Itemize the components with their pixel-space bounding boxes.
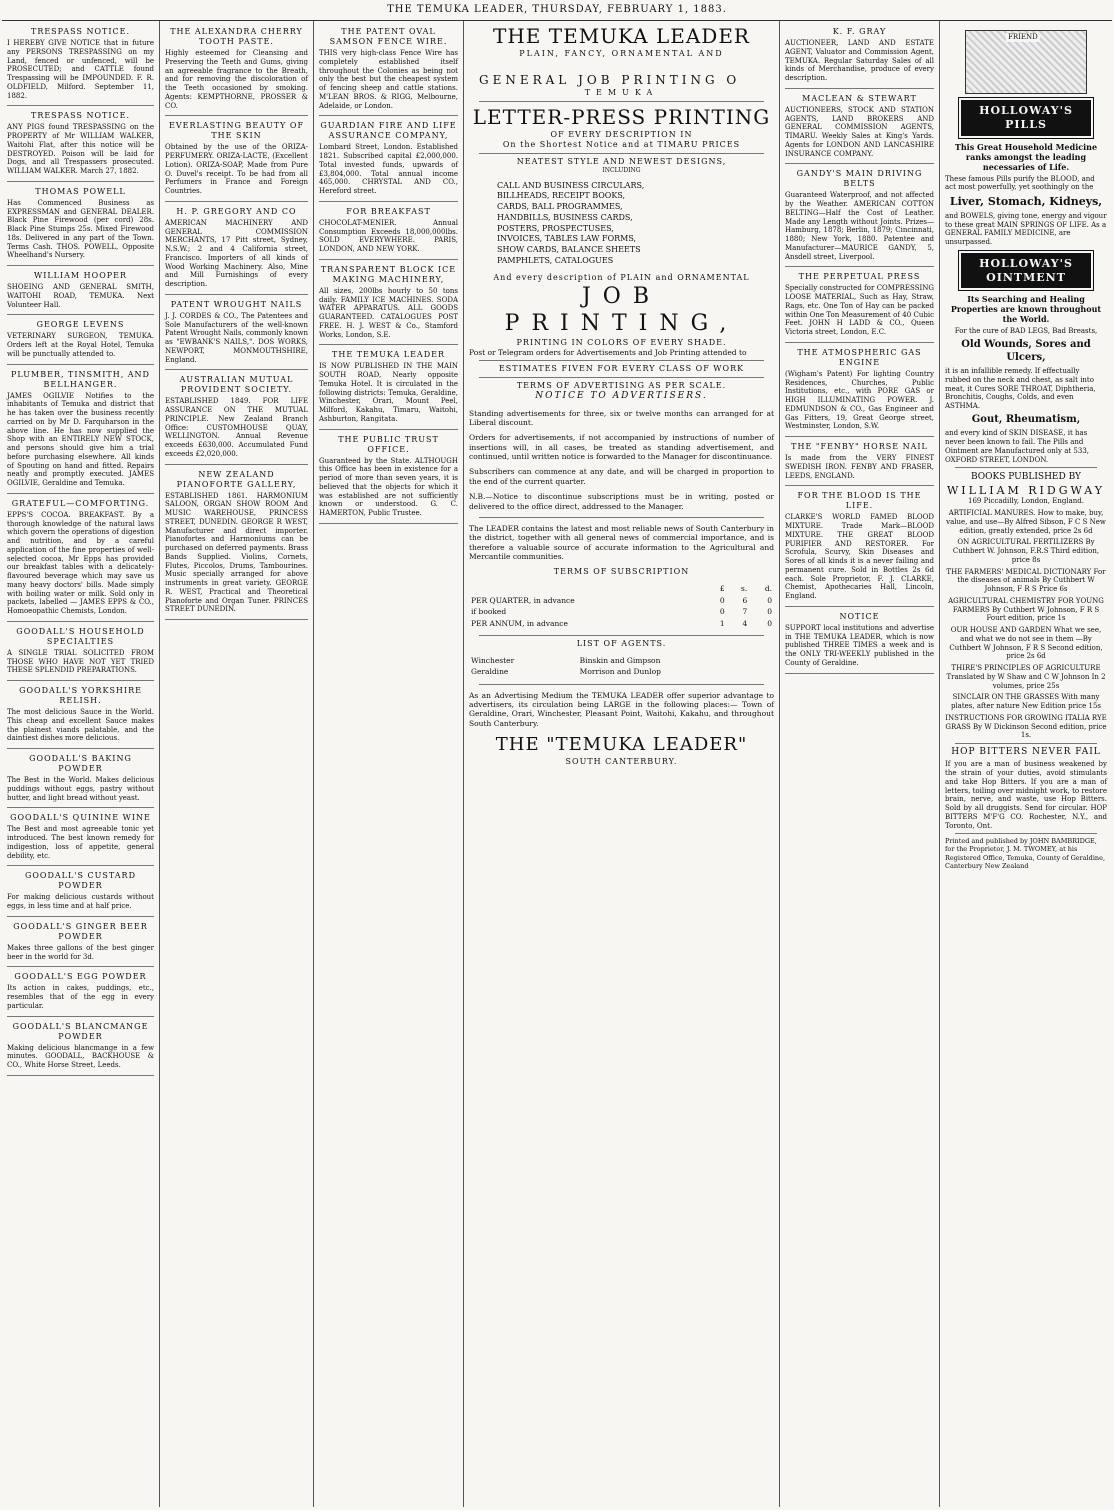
bottom-title: THE "TEMUKA LEADER" xyxy=(495,734,748,756)
currency-head: s. xyxy=(741,584,748,594)
advertisement xyxy=(7,108,154,182)
advertisement xyxy=(785,609,934,674)
book-entry: THIRE'S PRINCIPLES OF AGRICULTURE Translated by W Shaw and C W Johnson In 2 volumes, price 25s xyxy=(946,664,1106,690)
leader-place: TEMUKA xyxy=(584,88,659,97)
book-entry: AGRICULTURAL CHEMISTRY FOR YOUNG FARMERS By Cuthbert W Johnson, F R S Fourt edition, price 1s xyxy=(948,596,1104,623)
agent-name: Morrison and Dunlop xyxy=(579,667,661,677)
ad-body: Makes three gallons of the best ginger beer in the world for 3d. xyxy=(7,943,154,961)
advertisement xyxy=(785,91,934,165)
list-item: PAMPHLETS, CATALOGUES xyxy=(497,256,614,266)
books-title: BOOKS PUBLISHED BY xyxy=(971,472,1081,483)
rate-label: PER ANNUM, in advance xyxy=(471,618,568,628)
ad-body: (Wigham's Patent) For lighting Country Residences, Churches, Public Institutions, etc., with PORE GAS or HIGH ILLUMINATING POWER. J. EDMUNDSON & CO., Gas Engineer and Gas Fitters, 19, Great George street, Westminster, London, S.W. xyxy=(785,369,934,431)
ad-title: GOODALL'S CUSTARD POWDER xyxy=(24,871,136,891)
ad-title: THE ALEXANDRA CHERRY TOOTH PASTE. xyxy=(170,27,303,46)
organs-line: Liver, Stomach, Kidneys, xyxy=(949,195,1103,208)
ad-body: AMERICAN MACHINERY AND GENERAL COMMISSION MERCHANTS, 17 Pitt street, Sydney, N.S.W.; 2 and 4 California street, Francisco. Importers of all kinds of Wood Working Machinery. Also, Mine and Mill Furnishings of every description. xyxy=(165,218,308,288)
divider xyxy=(955,833,1097,834)
list-item: HANDBILLS, BUSINESS CARDS, xyxy=(497,212,633,222)
book-entry: INSTRUCTIONS FOR GROWING ITALIA RYE GRASS By W Dickinson Second edition, price 1s. xyxy=(945,713,1107,740)
leader-subtitle: PLAIN, FANCY, ORNAMENTAL AND xyxy=(519,49,724,58)
ad-title: PLUMBER, TINSMITH, AND BELLHANGER. xyxy=(11,369,150,389)
ad-body: The Best in the World. Makes delicious puddings without eggs, pastry without butter, and light bread without yeast. xyxy=(7,776,154,802)
column-4-leader-ad xyxy=(464,21,780,1507)
advertising-medium: As an Advertising Medium the TEMUKA LEADER offer superior advantage to advertisers, its circulation being LARGE in the following places:— Town of Geraldine, Orari, Winchester, Pleasant Point, Waitohi, Kakahu, and throughout South Canterbury. xyxy=(469,690,774,728)
ad-body: CLARKE'S WORLD FAMED BLOOD MIXTURE. Trade Mark—BLOOD MIXTURE. THE GREAT BLOOD PURIFIER AND RESTORER. For Scrofula, Scurvy, Skin Diseases and Sores of all kinds it is a never failing and permanent cure. Sold in Bottles 2s 6d each. Sole Proprietor, F. J. CLARKE, Chemist, Apothecaries Hall, Lincoln, England. xyxy=(785,513,934,600)
rate-shillings: 4 xyxy=(742,618,748,628)
advertisement xyxy=(7,496,154,622)
ad-body: All sizes, 200lbs hourly to 50 tons daily. FAMILY ICE MACHINES. SODA WATER APPARATUS. ALL GOODS GUARANTEED. CATALOGUES POST FREE. H. J. WEST & Co., Stamford Works, London, S.E. xyxy=(319,286,458,339)
rate-shillings: 6 xyxy=(742,595,748,605)
ad-body: Is made from the VERY FINEST SWEDISH IRON. FENBY AND FRASER, LEEDS, ENGLAND. xyxy=(785,454,934,480)
ad-title: WILLIAM HOOPER xyxy=(33,271,128,280)
ad-title: TRANSPARENT BLOCK ICE MAKING MACHINERY, xyxy=(320,264,457,284)
ad-body: Obtained by the use of the ORIZA-PERFUMERY. ORIZA-LACTE, (Excellent Lotion). ORIZA-SOAP, Made from Pure O. Duvel's receipt. To be had from all Perfumers in France and Foreign Countries. xyxy=(165,143,308,195)
advertisement xyxy=(7,184,154,266)
advertisement xyxy=(165,297,308,371)
list-item: SHOW CARDS, BALANCE SHEETS xyxy=(497,245,641,255)
ad-title: GOODALL'S QUININE WINE xyxy=(10,813,151,823)
shortest-notice: On the Shortest Notice and at TIMARU PRICES xyxy=(502,140,741,149)
ad-body: IS NOW PUBLISHED IN THE MAIN SOUTH ROAD, Nearly opposite Temuka Hotel. It is circulated in the following districts: Temuka, Geraldine, Winchester, Orari, Mount Peel, Milford, Kakahu, Timaru, Waitohi, Ashburton, Rangitata. xyxy=(319,362,458,423)
advertisement xyxy=(785,345,934,437)
divider xyxy=(479,153,764,154)
book-entry: ARTIFICIAL MANURES. How to make, buy, value, and use—By Alfred Sibson, F C S New edition, greatly extended, price 2s 6d xyxy=(946,509,1106,535)
advertisement xyxy=(7,969,154,1016)
table-row xyxy=(469,666,774,677)
list-item: BILLHEADS, RECEIPT BOOKS, xyxy=(497,191,626,201)
column-3 xyxy=(314,21,464,1507)
table-row xyxy=(469,655,774,666)
advertisement xyxy=(785,166,934,267)
ad-title: THOMAS POWELL xyxy=(35,186,126,196)
column-2 xyxy=(160,21,314,1507)
book-entry: ON AGRICULTURAL FERTILIZERS By Cuthbert W. Johnson, F.R.S Third edition, price 8s xyxy=(952,538,1100,564)
pills-body: These famous Pills purify the BLOOD, and act most powerfully, yet soothingly on the xyxy=(945,174,1095,192)
ad-title: GOODALL'S BLANCMANGE POWDER xyxy=(12,1021,149,1041)
ad-body: The most delicious Sauce in the World. This cheap and excellent Sauce makes the plainest viands palatable, and the daintiest dishes more delicious. xyxy=(7,708,154,743)
advertisement xyxy=(785,269,934,343)
subscription-title: TERMS OF SUBSCRIPTION xyxy=(553,567,690,577)
ad-body: Highly esteemed for Cleansing and Preserving the Teeth and Gums, giving an agreeable fragrance to the Breath, and for removing the discoloration of the Teeth occasioned by smoking. Agents: KEMPTHORNE, PROSSER & CO. xyxy=(165,49,308,110)
ad-body: The Best and most agreeable tonic yet introduced. The best known remedy for indigestion, loss of appetite, general debility, etc. xyxy=(7,825,154,860)
ad-title: FOR BREAKFAST xyxy=(346,206,431,216)
book-entry: SINCLAIR ON THE GRASSES With many plates, after nature New Edition price 15s xyxy=(950,693,1102,710)
leader-description: The LEADER contains the latest and most reliable news of South Canterbury in the district, together with all general news of commercial importance, and is therefore a valuable source of accurate information to the Agricultural and Mercantile communities. xyxy=(469,523,774,561)
ad-title: THE "FENBY" HORSE NAIL xyxy=(791,442,928,451)
ad-title: FOR THE BLOOD IS THE LIFE. xyxy=(797,491,922,511)
letterpress-heading: LETTER-PRESS PRINTING xyxy=(472,105,771,129)
ad-body: SHOEING AND GENERAL SMITH, WAITOHI ROAD, TEMUKA. Next Volunteer Hall. xyxy=(7,283,154,309)
ad-title: GOODALL'S EGG POWDER xyxy=(14,972,147,982)
ad-title: THE TEMUKA LEADER xyxy=(332,350,445,360)
advertisement xyxy=(319,24,458,116)
bottom-subtitle: SOUTH CANTERBURY. xyxy=(565,756,678,766)
ad-body: A SINGLE TRIAL SOLICITED FROM THOSE WHO HAVE NOT YET TRIED THESE SPLENDID PREPARATIONS. xyxy=(7,648,154,675)
rate-label: if booked xyxy=(471,607,507,617)
subscription-table xyxy=(469,583,774,629)
ad-title: GOODALL'S GINGER BEER POWDER xyxy=(13,921,148,941)
notice-title: NOTICE TO ADVERTISERS. xyxy=(535,391,708,402)
advertisement xyxy=(785,439,934,486)
divider xyxy=(479,360,764,361)
ad-title: GOODALL'S HOUSEHOLD SPECIALTIES xyxy=(16,626,145,646)
gout-body: and every kind of SKIN DISEASE, it has never been known to fail. The Pills and Ointment are Manufactured only at 533, OXFORD STREET, LONDON. xyxy=(945,429,1090,464)
ad-body: ESTABLISHED 1861. HARMONIUM SALOON, ORGAN SHOW ROOM And MUSIC WAREHOUSE, PRINCESS STREET, DUNEDIN. GEORGE R WEST, Manufacturer and direct importer. Pianofortes and Harmoniums can be purchased on deferred payments. Brass Bands Supplied. Violins, Cornets, Flutes, Piccolos, Drums, Tambourines. Music specially arranged for above instruments in great variety. GEORGE R. WEST, Practical and Theoretical Pianoforte and Organ Tuner. PRINCES STREET DUNEDIN. xyxy=(165,491,308,614)
advertisement xyxy=(165,24,308,116)
ad-body: AUCTIONEER, LAND AND ESTATE AGENT, Valuator and Commission Agent, TEMUKA. Regular Saturday Sales of all kinds of Merchandise, produce of every description. xyxy=(785,39,934,82)
ad-title: EVERLASTING BEAUTY OF THE SKIN xyxy=(169,121,304,141)
ad-title: NOTICE xyxy=(839,611,880,621)
advertisement xyxy=(319,118,458,202)
friend-label: FRIEND xyxy=(1008,33,1038,41)
ad-title: TRESPASS NOTICE. xyxy=(30,27,131,36)
ad-title: THE PATENT OVAL SAMSON FENCE WIRE. xyxy=(329,27,448,46)
ointment-big-line: Old Wounds, Sores and Ulcers, xyxy=(961,339,1091,363)
advertisement xyxy=(785,24,934,89)
ad-body: EPPS'S COCOA. BREAKFAST. By a thorough knowledge of the natural laws which govern the operations of digestion and nutrition, and by a careful application of the fine properties of well-selected cocoa, Mr Epps has provided our breakfast tables with a delicately-flavoured beverage which may save us many heavy doctors' bills. Made simply with boiling water or milk. Sold only in packets, labelled — JAMES EPPS & CO., Homoeopathic Chemists, London. xyxy=(7,510,154,615)
advertisement xyxy=(7,24,154,106)
notice-paragraph: Orders for advertisements, if not accompanied by instructions of number of insertions will, in all cases, be treated as standing advertisement, and continued, until written notice is forwarded to the Manager for discontinuance. xyxy=(469,433,774,461)
ad-body: For making delicious custards without eggs, in less time and at half price. xyxy=(7,893,154,910)
ad-title: TRESPASS NOTICE. xyxy=(30,111,131,121)
advertisement xyxy=(7,1019,154,1076)
advertisement xyxy=(7,868,154,917)
advertisement xyxy=(165,204,308,295)
column-6 xyxy=(940,21,1112,1507)
terms-advertising: TERMS OF ADVERTISING AS PER SCALE. xyxy=(516,381,727,391)
ad-body: VETERINARY SURGEON, TEMUKA. Orders left at the Royal Hotel, Temuka will be punctually attended to. xyxy=(7,332,154,358)
including-label: INCLUDING xyxy=(602,167,641,174)
advertisement xyxy=(7,268,154,315)
notice-paragraph: Standing advertisements for three, six or twelve months can arranged for at Liberal discount. xyxy=(469,408,774,427)
ointment-body: it is an infallible remedy. If effectually rubbed on the neck and chest, as salt into meat, it Cures SORE THROAT, Diphtheria, Bronchitis, Coughs, Colds, and even ASTHMA. xyxy=(945,367,1096,410)
rate-pounds: 1 xyxy=(719,618,725,628)
ointment-for: For the cure of BAD LEGS, Bad Breasts, xyxy=(954,327,1098,336)
leader-title: THE TEMUKA LEADER xyxy=(493,24,750,48)
rate-pounds: 0 xyxy=(719,595,725,605)
every-other: And every description of PLAIN and ORNAMENTAL xyxy=(493,272,750,282)
ad-title: K. F. GRAY xyxy=(832,27,887,36)
holloways-pills-banner: HOLLOWAY'S PILLS xyxy=(959,98,1093,138)
list-item: INVOICES, TABLES LAW FORMS, xyxy=(497,234,637,244)
rate-pence: 0 xyxy=(767,607,772,617)
printing-colors: PRINTING IN COLORS OF EVERY SHADE. xyxy=(516,337,727,347)
list-item: CARDS, BALL PROGRAMMES, xyxy=(497,202,623,212)
rate-pounds: 0 xyxy=(719,607,725,617)
ad-title: THE PERPETUAL PRESS xyxy=(798,272,921,282)
column-1 xyxy=(2,21,160,1507)
ad-body: Its action in cakes, puddings, etc., resembles that of the egg in every particular. xyxy=(7,984,154,1010)
ad-title: PATENT WROUGHT NAILS xyxy=(170,299,303,309)
ad-title: NEW ZEALAND PIANOFORTE GALLERY, xyxy=(176,469,297,489)
agents-title: LIST OF AGENTS. xyxy=(576,638,667,648)
book-entry: THE FARMERS' MEDICAL DICTIONARY For the diseases of animals By Cuthbert W Johnson, F R S Price 6s xyxy=(946,567,1106,593)
advertisement xyxy=(319,262,458,346)
ad-title: GRATEFUL—COMFORTING. xyxy=(11,498,150,508)
ad-body: THIS very high-class Fence Wire has completely established itself throughout the Colonies as being not only the best but the cheapest system of fencing sheep and cattle stations. M'LEAN BROS. & RIGG, Melbourne, Adelaide, or London. xyxy=(319,49,458,110)
currency-head: £ xyxy=(719,584,725,594)
advertisement xyxy=(7,810,154,866)
notice-paragraph: N.B.—Notice to discontinue subscriptions must be in writing, posted or delivered to the office direct, addressed to the Manager. xyxy=(469,492,774,511)
list-item: POSTERS, PROSPECTUSES, xyxy=(497,223,614,233)
ad-title: THE ATMOSPHERIC GAS ENGINE xyxy=(797,347,922,367)
currency-head: d. xyxy=(764,584,772,594)
gout-line: Gout, Rheumatism, xyxy=(971,413,1081,425)
post-orders: Post or Telegram orders for Advertisements and Job Printing attended to xyxy=(469,347,747,357)
book-list xyxy=(945,509,1107,740)
agent-place: Geraldine xyxy=(471,667,509,677)
ointment-headline: Its Searching and Healing Properties are known throughout the World. xyxy=(950,294,1102,325)
agents-table xyxy=(469,655,774,678)
agent-name: Binskin and Gimpson xyxy=(579,655,661,665)
ad-title: AUSTRALIAN MUTUAL PROVIDENT SOCIETY. xyxy=(179,375,294,395)
table-row xyxy=(469,618,774,629)
printing-list xyxy=(497,181,774,267)
imprint: Printed and published by JOHN BAMBRIDGE, for the Proprietor, J. M. TWOMEY, at his Registered Office, Temuka, County of Geraldine, Canterbury New Zealand xyxy=(945,837,1106,870)
ad-body: Specially constructed for COMPRESSING LOOSE MATERIAL, Such as Hay, Straw, Rags, etc. One Ton of Hay can be packed within One Ton Measurement of 40 Cubic Feet. JOHN H LADD & CO., Queen Victoria street, London, E.C. xyxy=(785,284,934,336)
rate-pence: 0 xyxy=(767,595,772,605)
ad-body: CHOCOLAT-MENIER. Annual Consumption Exceeds 18,000,000lbs. SOLD EVERYWHERE. PARIS, LONDON, AND NEW YORK. xyxy=(319,218,458,253)
table-row xyxy=(469,583,774,594)
books-publisher: WILLIAM RIDGWAY xyxy=(946,483,1106,497)
advertisement xyxy=(165,467,308,621)
ad-body: AUCTIONEERS, STOCK AND STATION AGENTS, LAND BROKERS AND GENERAL COMMISSION AGENTS, TIMARU. Weekly Sales at King's Yards. Agents for LONDON AND LANCASHIRE INSURANCE COMPANY. xyxy=(785,105,934,158)
advertisement xyxy=(7,751,154,808)
divider xyxy=(955,467,1097,468)
ad-body: Guaranteed by the State. ALTHOUGH this Office has been in existence for a period of more than seven years, it is believed that the objects for which it was established are not sufficiently known or understood. G. C. HAMERTON, Public Trustee. xyxy=(319,456,458,517)
book-entry: OUR HOUSE AND GARDEN What we see, and what we do not see in them —By Cuthbert W Johnson, F R S Second edition, price 2s 6d xyxy=(949,626,1103,661)
ad-body: J. J. CORDES & CO., The Patentees and Sole Manufacturers of the well-known Patent Wrought Nails, commonly known as "EWBANK'S NAILS,". DOS WORKS, NEWPORT, MONMOUTHSHIRE, England. xyxy=(165,311,308,364)
divider xyxy=(479,101,764,102)
ad-body: ANY PIGS found TRESPASSING on the PROPERTY of Mr WILLIAM WALKER, Waitohi Flat, after this notice will be DESTROYED. Poison will be laid for Dogs, and all Trespassers prosecuted. WILLIAM WALKER. March 27, 1882. xyxy=(7,123,154,175)
advertisement xyxy=(7,683,154,749)
advertisement xyxy=(319,204,458,260)
masthead: THE TEMUKA LEADER, THURSDAY, FEBRUARY 1, 1883. xyxy=(387,4,727,15)
notice-paragraph: Subscribers can commence at any date, and will be charged in proportion to the end of the current quarter. xyxy=(469,467,774,486)
ad-body: I HEREBY GIVE NOTICE that in future any PERSONS TRESPASSING on my Land, fenced or unfenced, will be PROSECUTED; and CATTLE found Trespassing will be IMPOUNDED. F. R. OLDFIELD, Milford. September 11, 1882. xyxy=(7,39,154,100)
ad-body: ESTABLISHED 1849. FOR LIFE ASSURANCE ON THE MUTUAL PRINCIPLE. New Zealand Branch Office: CUSTOMHOUSE QUAY, WELLINGTON. Annual Revenue exceeds £630,000. Accumulated Fund exceeds £2,020,000. xyxy=(165,397,308,458)
holloways-ointment-banner: HOLLOWAY'S OINTMENT xyxy=(959,251,1093,291)
hop-bitters-title: HOP BITTERS NEVER FAIL xyxy=(951,747,1101,757)
ad-body: Has Commenced Business as EXPRESSMAN and GENERAL DEALER. Black Pine Firewood (per cord) 28s. Black Pine Stumps 25s. Mixed Firewood 18s. Delivered in any part of the Town. Terms Cash. THOS. POWELL, Opposite Wheelhand's Nursery. xyxy=(7,198,154,260)
table-row xyxy=(469,595,774,606)
advertisement xyxy=(7,317,154,364)
ad-title: GOODALL'S YORKSHIRE RELISH. xyxy=(19,686,142,705)
rate-pence: 0 xyxy=(767,618,772,628)
advertisement xyxy=(785,488,934,607)
ad-title: GUARDIAN FIRE AND LIFE ASSURANCE COMPANY, xyxy=(320,121,457,141)
advertisement xyxy=(165,118,308,202)
list-item: CALL AND BUSINESS CIRCULARS, xyxy=(497,180,645,190)
ad-title: THE PUBLIC TRUST OFFICE. xyxy=(338,434,439,454)
divider xyxy=(479,517,764,518)
ad-title: MACLEAN & STEWART xyxy=(802,93,917,103)
pills-body-2: and BOWELS, giving tone, energy and vigour to these great MAIN SPRINGS OF LIFE. As a GENERAL FAMILY MEDICINE, are unsurpassed. xyxy=(945,211,1107,246)
rate-shillings: 7 xyxy=(742,607,748,617)
advertisement xyxy=(319,347,458,429)
neatest-style: NEATEST STYLE AND NEWEST DESIGNS, xyxy=(516,157,727,166)
of-every-description: OF EVERY DESCRIPTION IN xyxy=(550,130,693,139)
advertisement xyxy=(165,372,308,464)
table-row xyxy=(469,606,774,617)
books-address: 169 Piccadilly, London, England. xyxy=(968,497,1084,506)
agent-place: Winchester xyxy=(471,655,515,665)
ad-body: SUPPORT local institutions and advertise in THE TEMUKA LEADER, which is now published THREE TIMES a week and is the ONLY TRI-WEEKLY published in the County of Geraldine. xyxy=(785,623,934,667)
hop-bitters-body: If you are a man of business weakened by the strain of your duties, avoid stimulants and take Hop Bitters. If you are a man of letters, toiling over midnight work, to restore brain, nerve, and waste, use Hop Bitters. Sold by all druggists. Send for circular. HOP BITTERS M'F'G CO. Rochester, N.Y., and Toronto, Ont. xyxy=(945,760,1107,830)
pills-headline: This Great Household Medicine ranks amongst the leading necessaries of Life. xyxy=(954,141,1098,172)
divider xyxy=(479,684,764,685)
advertisement xyxy=(7,367,154,494)
advertisement xyxy=(7,624,154,681)
divider xyxy=(479,635,764,636)
ad-title: GANDY'S MAIN DRIVING BELTS xyxy=(796,169,923,189)
seated-figure-engraving-icon xyxy=(965,30,1087,94)
job-printing-heading: JOB PRINTING, xyxy=(504,283,739,337)
divider xyxy=(479,377,764,378)
divider xyxy=(955,743,1097,744)
advertisement xyxy=(319,432,458,524)
estimates: ESTIMATES FIVEN FOR EVERY CLASS OF WORK xyxy=(498,364,745,374)
advertisement xyxy=(7,919,154,968)
rate-label: PER QUARTER, in advance xyxy=(471,595,575,605)
ad-title: GOODALL'S BAKING POWDER xyxy=(29,754,132,773)
ad-body: Making delicious blancmange in a few minutes. GOODALL, BACKHOUSE & CO., White Horse Street, Leeds. xyxy=(7,1043,154,1069)
ad-title: GEORGE LEVENS xyxy=(36,320,125,330)
ad-body: JAMES OGILVIE Notifies to the inhabitants of Temuka and district that he has taken over the business recently carried on by Mr D. Farquharson in the above line. He has now supplied the Shop with an ENTIRELY NEW STOCK, and persons should give him a trial before purchasing elsewhere. All kinds of Spouting on hand and fitted. Repairs neatly and promptly executed. JAMES OGILVIE, Geraldine and Temuka. xyxy=(7,391,154,487)
column-5 xyxy=(780,21,940,1507)
newspaper-page xyxy=(2,20,1112,1507)
ad-body: Guaranteed Waterproof, and not affected by the Weather. AMERICAN COTTON BELTING—Half the Cost of Leather. Made any Length without Joints. Prizes—Hamburg, 1878; Berlin, 1879; Cincinnati, 1880; New York, 1880. Patentee and Manufacturer—MAURICE GANDY, 5, Ansdell street, Liverpool. xyxy=(785,191,934,261)
ad-body: Lombard Street, London. Established 1821. Subscribed capital £2,000,000. Total invested funds, upwards of £3,804,000. Total annual income 465,000. CHRYSTAL AND CO., Hereford street. xyxy=(319,143,458,195)
ad-title: H. P. GREGORY AND CO xyxy=(176,206,297,216)
general-job-printing: GENERAL JOB PRINTING O xyxy=(479,73,741,87)
